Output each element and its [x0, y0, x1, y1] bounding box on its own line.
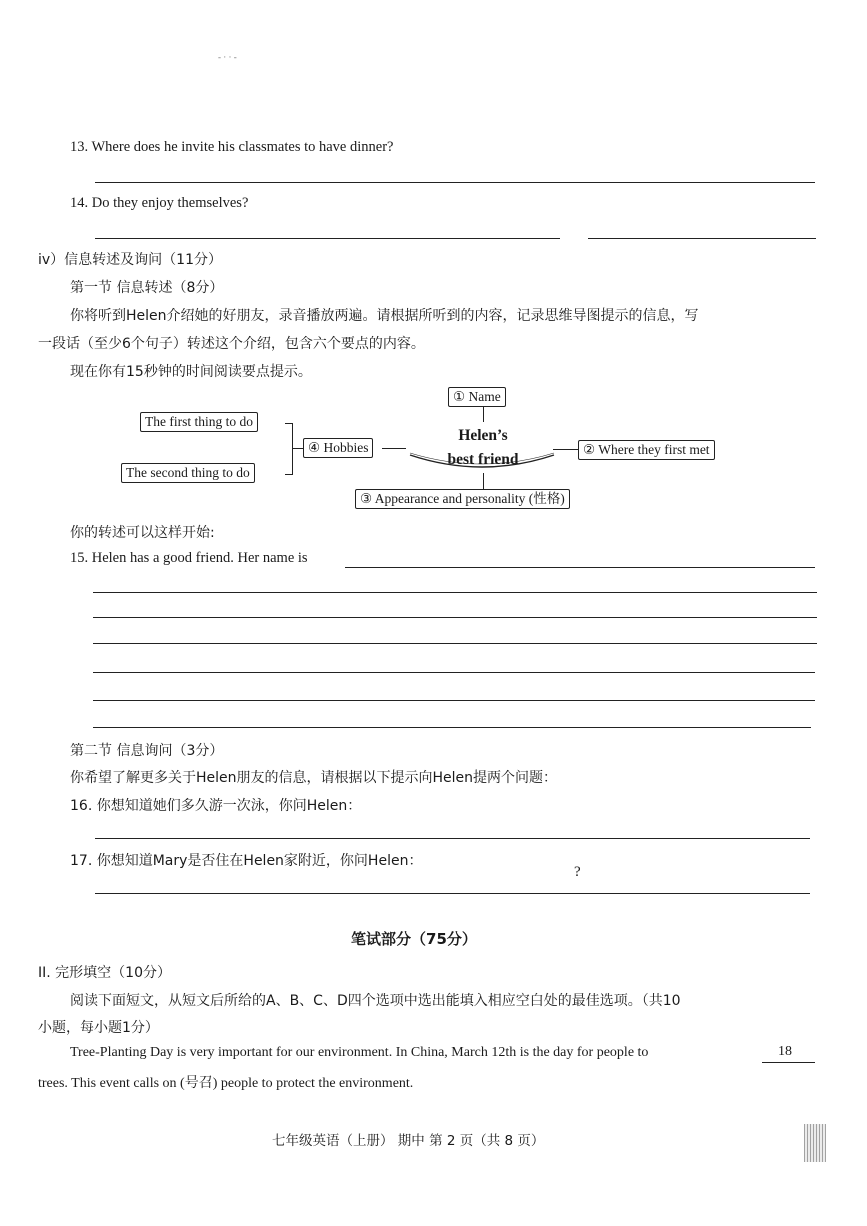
- connector-hobbies: [382, 448, 406, 449]
- answer-line-15-5[interactable]: [93, 700, 815, 701]
- answer-line-15-1[interactable]: [93, 592, 817, 593]
- mindmap-center-line2: best friend: [447, 451, 519, 468]
- part1-instruction-line1: 你将听到Helen介绍她的好朋友，录音播放两遍。请根据所听到的内容，记录思维导图提示的信息，写: [70, 308, 699, 324]
- section-iv-heading: iv）信息转述及询问（11分）: [38, 252, 222, 268]
- answer-line-15-6[interactable]: [93, 727, 811, 728]
- mindmap-appearance-box: ③ Appearance and personality (性格): [355, 489, 570, 509]
- written-section-title: 笔试部分（75分）: [351, 930, 477, 948]
- part2-title: 第二节 信息询问（3分）: [70, 743, 224, 759]
- section-ii-heading: II. 完形填空（10分）: [38, 965, 171, 981]
- answer-line-14b[interactable]: [588, 238, 816, 239]
- answer-line-15-0[interactable]: [345, 567, 815, 568]
- answer-line-16[interactable]: [95, 838, 810, 839]
- mindmap-center: [423, 424, 543, 472]
- start-hint: 你的转述可以这样开始:: [70, 525, 215, 541]
- scan-mark: - · · -: [218, 52, 237, 62]
- question-17: 17. 你想知道Mary是否住在Helen家附近，你问Helen：: [70, 853, 423, 869]
- cloze-instruction-line1: 阅读下面短文，从短文后所给的A、B、C、D四个选项中选出能填入相应空白处的最佳选项。（共10: [70, 993, 681, 1009]
- mindmap-where-met-box: ② Where they first met: [578, 440, 715, 460]
- page-footer: 七年级英语（上册） 期中 第 2 页（共 8 页）: [272, 1133, 545, 1149]
- answer-line-14a[interactable]: [95, 238, 560, 239]
- mindmap-center-line1: Helen’s: [458, 427, 508, 444]
- connector-second: [285, 474, 293, 475]
- part1-instruction-line2: 一段话（至少6个句子）转述这个介绍，包含六个要点的内容。: [38, 336, 425, 352]
- passage-line1: Tree-Planting Day is very important for our environment. In China, March 12th is the day for people to: [70, 1045, 649, 1060]
- blank-18-number: 18: [778, 1044, 792, 1059]
- answer-line-15-3[interactable]: [93, 643, 817, 644]
- part2-instruction: 你希望了解更多关于Helen朋友的信息，请根据以下提示向Helen提两个问题：: [70, 770, 558, 786]
- part1-title: 第一节 信息转述（8分）: [70, 280, 224, 296]
- connector-where-met: [553, 449, 580, 450]
- part1-time-note: 现在你有15秒钟的时间阅读要点提示。: [70, 364, 312, 380]
- connector-first: [285, 423, 293, 424]
- mindmap-name-box: ① Name: [448, 387, 506, 407]
- answer-line-13[interactable]: [95, 182, 815, 183]
- question-14: 14. Do they enjoy themselves?: [70, 195, 249, 211]
- question-13: 13. Where does he invite his classmates to have dinner?: [70, 139, 394, 155]
- blank-18[interactable]: [762, 1062, 815, 1063]
- answer-line-17[interactable]: [95, 893, 810, 894]
- answer-line-15-2[interactable]: [93, 617, 817, 618]
- cloze-instruction-line2: 小题，每小题1分）: [38, 1020, 159, 1036]
- mindmap-second-thing-box: The second thing to do: [121, 463, 255, 483]
- question-17-mark: ?: [574, 864, 581, 880]
- passage-line2: trees. This event calls on (号召) people to protect the environment.: [38, 1076, 414, 1091]
- connector-name: [483, 407, 484, 422]
- mindmap-hobbies-box: ④ Hobbies: [303, 438, 373, 458]
- question-15: 15. Helen has a good friend. Her name is: [70, 550, 308, 566]
- page-curl-mark: [804, 1124, 826, 1162]
- mindmap-first-thing-box: The first thing to do: [140, 412, 258, 432]
- question-16: 16. 你想知道她们多久游一次泳，你问Helen：: [70, 798, 362, 814]
- answer-line-15-4[interactable]: [93, 672, 815, 673]
